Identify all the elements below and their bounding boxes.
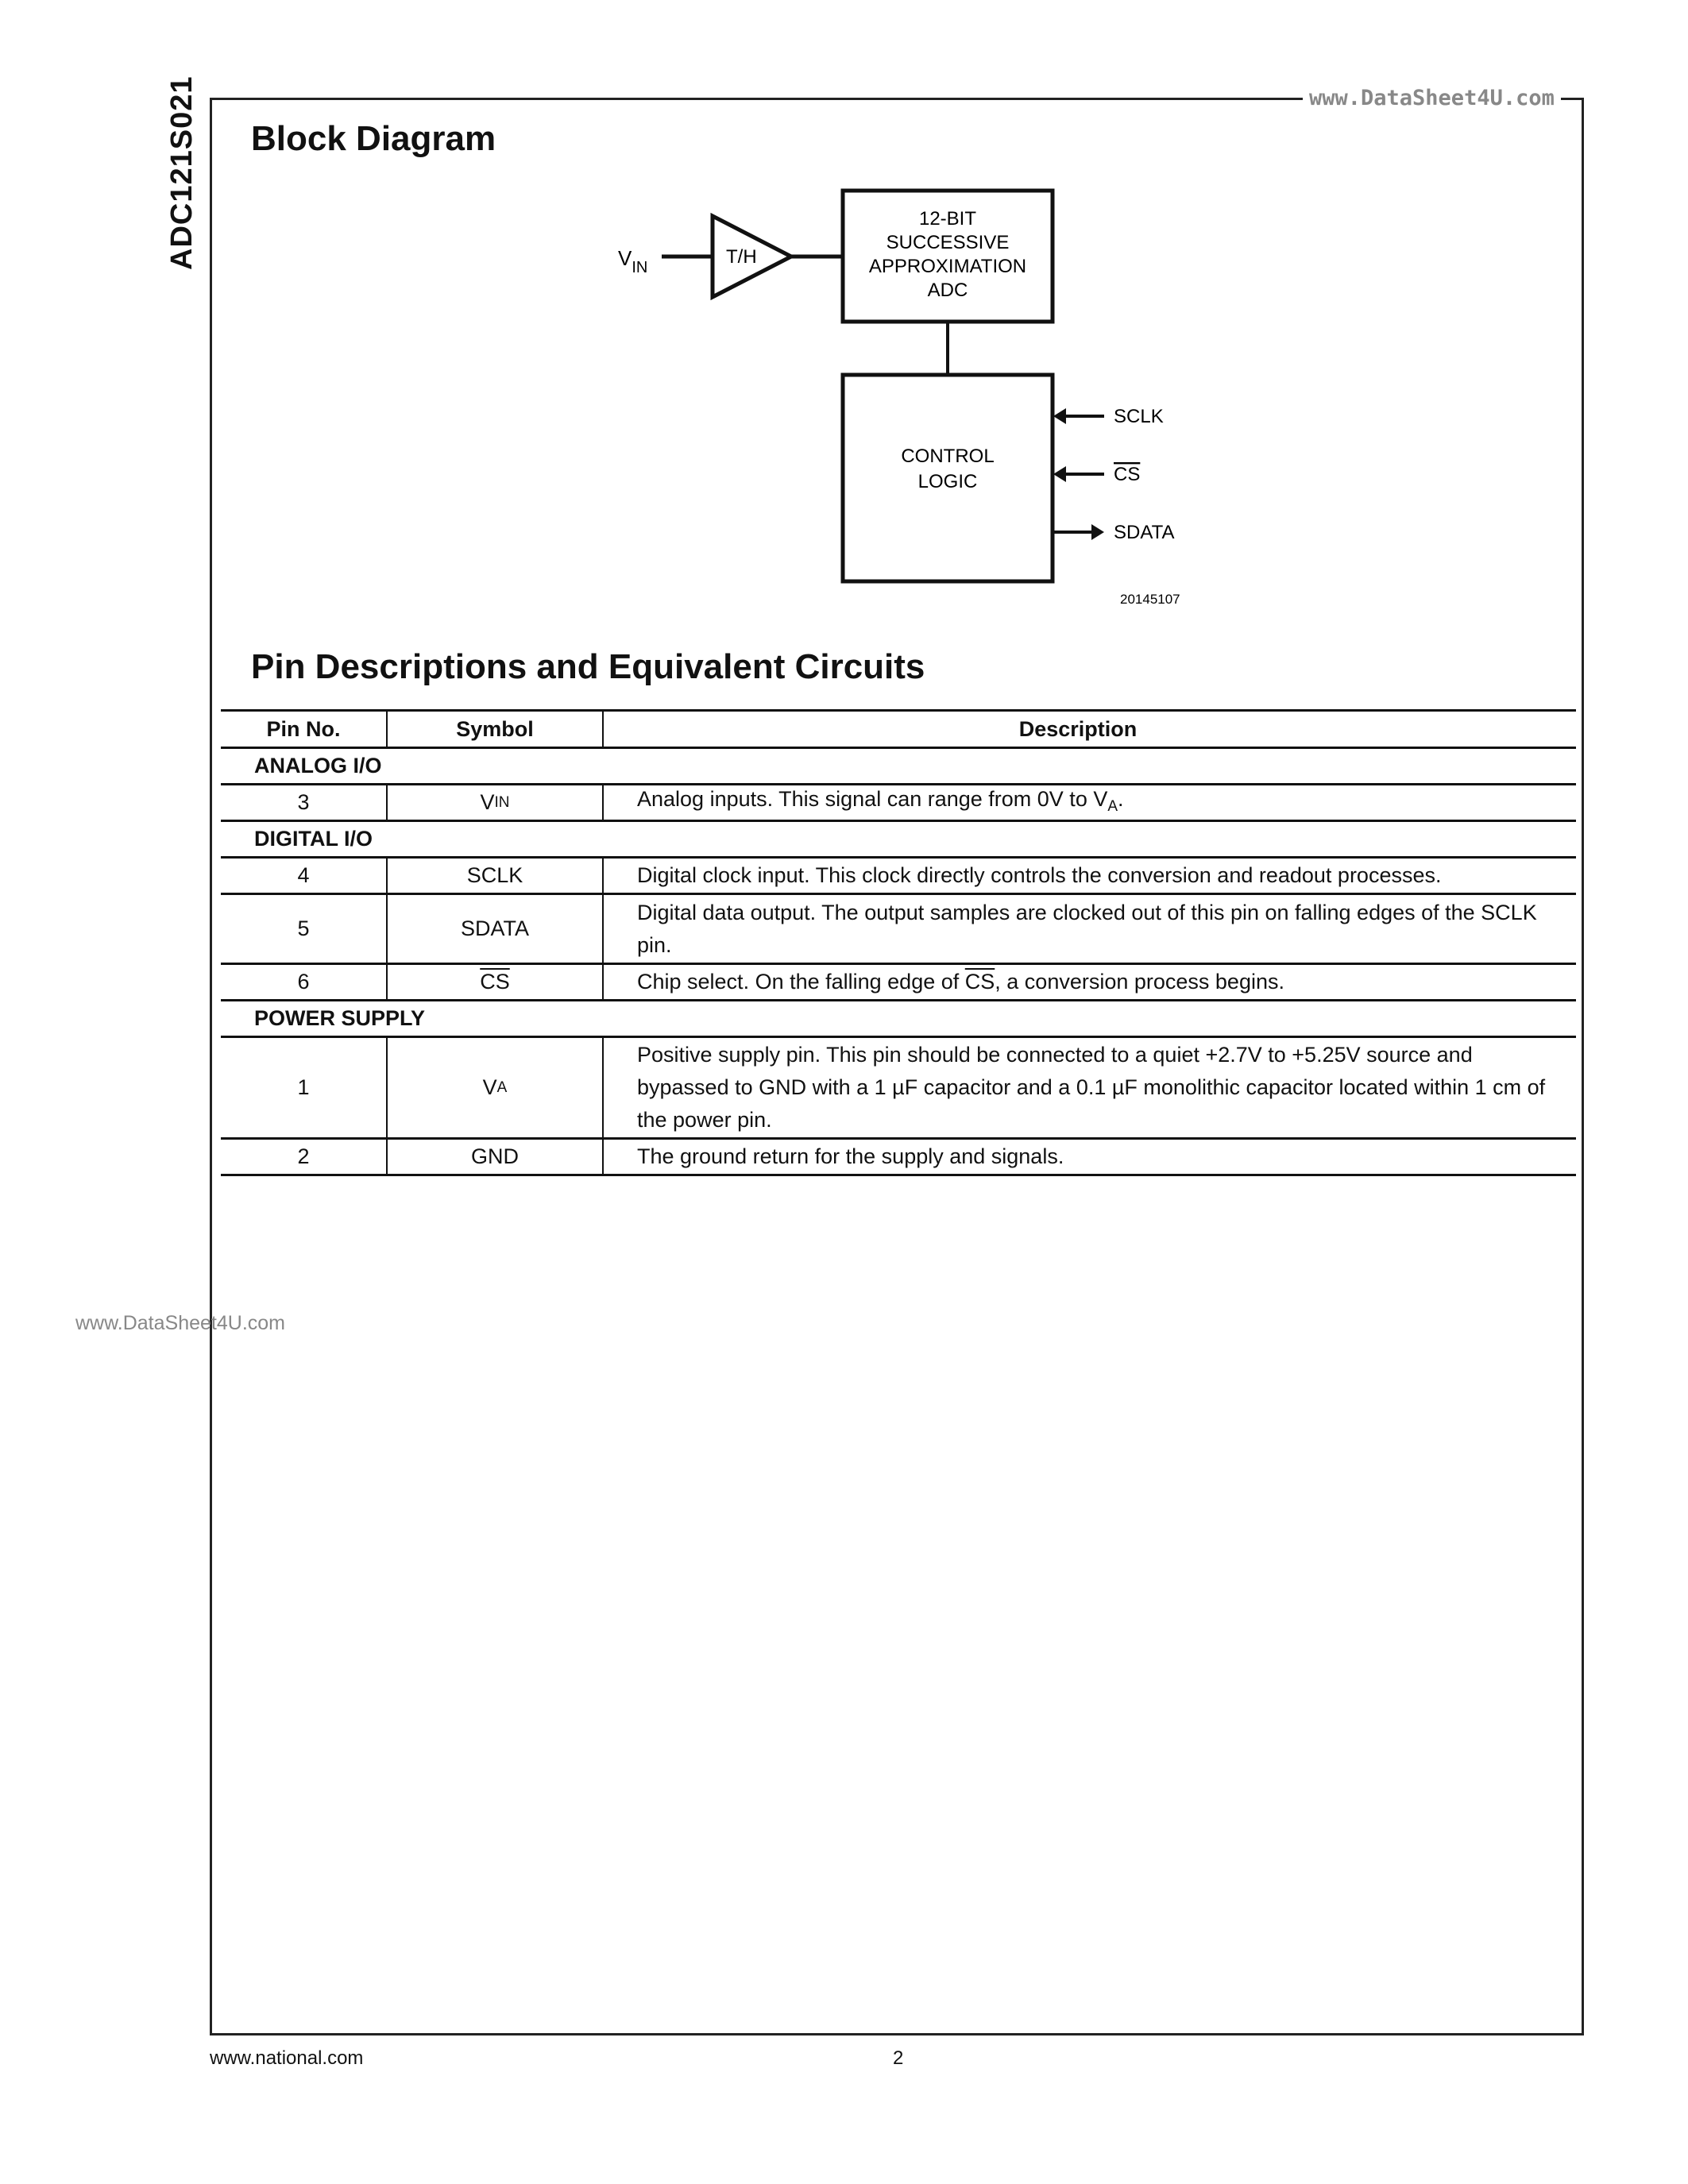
pin-symbol: GND: [388, 1140, 604, 1174]
pin-symbol: SDATA: [388, 895, 604, 963]
footer-url[interactable]: www.national.com: [210, 2047, 364, 2069]
vin-label: $V_{IN}$: [618, 246, 648, 276]
pin-table: [221, 709, 1576, 1176]
block-diagram-title: Block Diagram: [251, 119, 496, 158]
watermark-top[interactable]: www.DataSheet4U.com: [1303, 86, 1561, 110]
page-number: 2: [893, 2047, 904, 2069]
table-header: [221, 709, 1576, 747]
sclk-label: SCLK: [1114, 406, 1164, 427]
pin-symbol: V IN: [388, 785, 604, 820]
pin-number: 6: [221, 965, 388, 999]
pin-description: Chip select. On the falling edge of $\overline{CS}$, a conversion process begins.: [637, 970, 1284, 994]
pin-description: Positive supply pin. This pin should be connected to a quiet +2.7V to +5.25V source and bypassed to GND with a 1 µF capacitor and a 0.1 µF monolithic capacitor located within 1 cm of the power pin.: [637, 1043, 1546, 1132]
adc-line: SUCCESSIVE: [886, 232, 1010, 253]
category-row: [221, 999, 1576, 1036]
header-symbol: Symbol: [388, 712, 604, 747]
adc-line: 12-BIT: [918, 208, 977, 230]
pin-number: 4: [221, 859, 388, 893]
sclk-arrow-icon: [1053, 408, 1066, 424]
pin-description: Analog inputs. This signal can range from 0V to $V_A$.: [637, 786, 1124, 815]
adc-line: APPROXIMATION: [868, 256, 1027, 277]
pin-description: Digital data output. The output samples are clocked out of this pin on falling edges of the SCLK pin.: [637, 900, 1537, 957]
figure-id: 20145107: [1120, 592, 1180, 607]
cs-label: CS: [1114, 464, 1141, 485]
pin-symbol: $\overline{CS}$: [388, 965, 604, 999]
table-row: [221, 1137, 1576, 1176]
category-row: [221, 747, 1576, 783]
category-row: [221, 820, 1576, 856]
pin-number: 5: [221, 895, 388, 963]
pin-symbol: V A: [388, 1038, 604, 1137]
cs-arrow-icon: [1053, 466, 1066, 482]
sdata-arrow-icon: [1091, 524, 1104, 540]
block-diagram: [0, 0, 1688, 635]
th-label: T/H: [726, 246, 757, 268]
pin-symbol: SCLK: [388, 859, 604, 893]
adc-line: ADC: [927, 280, 968, 301]
table-row: [221, 963, 1576, 999]
pin-number: 2: [221, 1140, 388, 1174]
pin-descriptions-title: Pin Descriptions and Equivalent Circuits: [251, 647, 925, 686]
watermark-mid[interactable]: www.DataSheet4U.com: [75, 1312, 286, 1334]
control-line: CONTROL: [901, 446, 995, 467]
pin-description: Digital clock input. This clock directly controls the conversion and readout processes.: [637, 863, 1442, 887]
pin-number: 3: [221, 785, 388, 820]
table-row: [221, 783, 1576, 820]
table-row: [221, 856, 1576, 893]
pin-number: 1: [221, 1038, 388, 1137]
category-label: ANALOG I/O: [254, 754, 382, 778]
category-label: DIGITAL I/O: [254, 827, 373, 851]
control-line: LOGIC: [917, 471, 978, 492]
sdata-label: SDATA: [1114, 522, 1175, 543]
table-row: [221, 1036, 1576, 1137]
header-pin: Pin No.: [221, 712, 388, 747]
pin-description: The ground return for the supply and signals.: [637, 1144, 1064, 1168]
table-row: [221, 893, 1576, 963]
header-description: Description: [1018, 716, 1138, 741]
category-label: POWER SUPPLY: [254, 1006, 426, 1030]
side-part-number-text: ADC121S021: [165, 75, 199, 270]
